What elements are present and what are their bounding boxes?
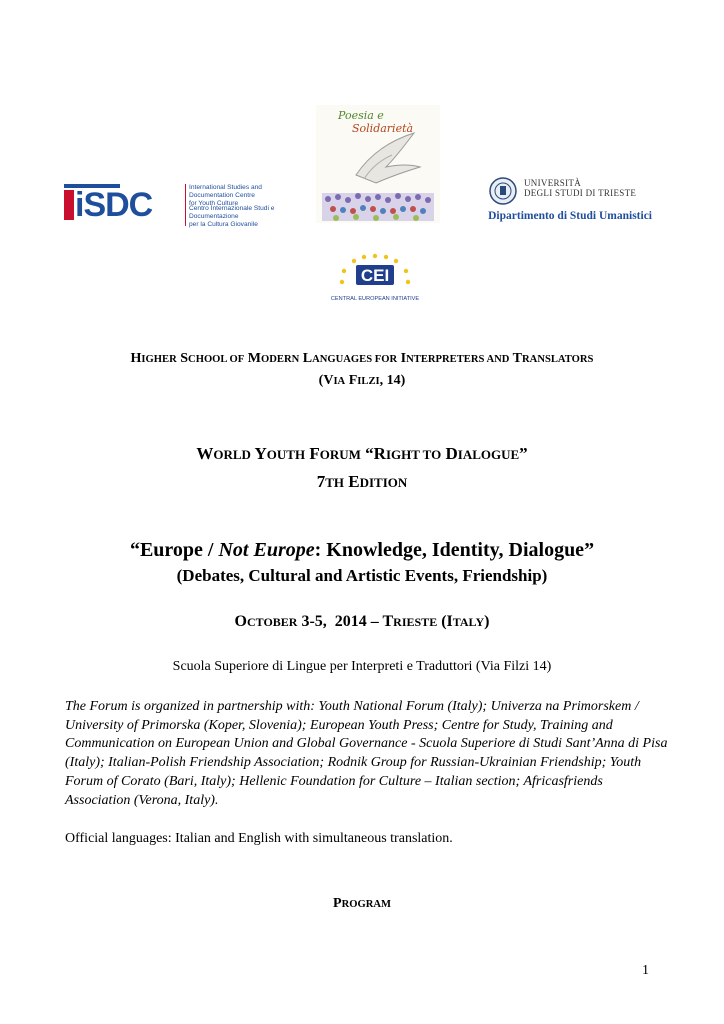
sc-rest: RANSLATORS <box>522 354 594 365</box>
university-seal-icon <box>488 176 518 206</box>
sc-rest: ORLD <box>213 447 251 462</box>
isdc-line4: per la Cultura Giovanile <box>189 221 258 228</box>
event-title <box>0 539 724 562</box>
sc-rest: ILZI <box>357 376 380 387</box>
sc-cap: 7 <box>316 472 326 491</box>
sc-rest: IGHT TO <box>385 447 442 462</box>
sc-cap: ) <box>484 613 490 630</box>
program-heading <box>0 896 724 912</box>
isdc-logo-mark: iSDC <box>75 186 153 224</box>
title-part: : Knowledge, Identity, Dialogue” <box>314 539 595 561</box>
sc-cap: “R <box>365 444 386 463</box>
sc-cap: ( <box>437 613 447 630</box>
sc-cap: T <box>382 613 394 630</box>
cei-caption: CENTRAL EUROPEAN INITIATIVE <box>330 296 420 302</box>
venue: Scuola Superiore di Lingue per Interpreti e Traduttori (Via Filzi 14) <box>172 659 552 674</box>
official-languages: Official languages: Italian and English with simultaneous translation. <box>65 831 453 846</box>
title-part: “Europe / <box>129 539 219 561</box>
sc-cap: W <box>196 444 214 463</box>
sc-rest: CTOBER <box>246 615 298 629</box>
sc-cap: F <box>348 373 358 388</box>
sc-cap: D <box>445 444 458 463</box>
sc-rest: TH <box>325 475 344 490</box>
school-address <box>0 373 724 389</box>
sc-rest: ORUM <box>319 447 361 462</box>
sc-cap: Y <box>254 444 267 463</box>
forum-edition <box>0 472 724 492</box>
university-name <box>524 178 636 198</box>
sc-cap: T <box>512 351 523 366</box>
isdc-line2: for Youth Culture <box>189 200 239 207</box>
forum-heading <box>0 444 724 464</box>
sc-rest: IALOGUE <box>457 447 520 462</box>
university-trieste-logo <box>486 176 652 226</box>
sc-cap: H <box>130 351 142 366</box>
sc-cap: F <box>309 444 320 463</box>
sc-cap: O <box>234 613 247 630</box>
sc-rest: CHOOL OF <box>188 354 245 365</box>
university-name-line2: DEGLI STUDI DI TRIESTE <box>524 188 637 198</box>
sc-rest: ANGUAGES FOR <box>312 354 398 365</box>
sc-rest: IGHER <box>141 354 177 365</box>
sc-rest: DITION <box>359 475 408 490</box>
isdc-logo-divider <box>185 184 186 226</box>
sc-cap: P <box>333 896 342 911</box>
page-number: 1 <box>642 963 649 978</box>
cei-logo <box>330 253 420 307</box>
event-subtitle: (Debates, Cultural and Artistic Events, Friendship) <box>176 566 548 585</box>
cei-mark: CEI <box>360 266 390 285</box>
isdc-logo-italian <box>189 205 294 229</box>
title-italic: Not Europe <box>218 539 315 561</box>
sc-rest: ROGRAM <box>341 899 391 910</box>
dates-days: 3-5, 2014 – <box>297 613 383 630</box>
cei-stars-emblem <box>330 253 420 307</box>
sc-rest: IA <box>333 376 346 387</box>
sc-cap: I <box>446 613 453 630</box>
sc-cap: L <box>302 351 313 366</box>
department-name: Dipartimento di Studi Umanistici <box>488 210 652 222</box>
sc-cap: ” <box>519 444 528 463</box>
university-name-line1: UNIVERSITÀ <box>524 178 581 188</box>
isdc-line1: International Studies and Documentation Centre <box>189 184 262 199</box>
sc-rest: TALY <box>452 615 485 629</box>
school-heading <box>0 351 724 367</box>
partners-paragraph: The Forum is organized in partnership with: Youth National Forum (Italy); Univerza na Primorskem / University of Primorska (Koper, Slovenia); European Youth Press; Centre for Study, Training and Communication on European Union and Global Governance - Scuola Superiore di Studi Sant’Anna di Pisa (Italy); Italian-Polish Friendship Association; Rodnik Group for Russian-Ukrainian Friendship; Youth Forum of Corato (Bari, Italy); Hellenic Foundation for Culture – Italian section; Africasfriends Association (Verona, Italy). <box>65 699 668 808</box>
sc-rest: ODERN <box>260 354 300 365</box>
isdc-logo-red-mark <box>64 190 74 220</box>
sc-cap: E <box>348 472 360 491</box>
poesia-word1: Poesia e <box>338 109 384 122</box>
poesia-word2: Solidarietà <box>352 122 414 135</box>
isdc-logo <box>64 184 294 226</box>
sc-cap: (V <box>318 373 334 388</box>
sc-rest: OUTH <box>266 447 306 462</box>
poesia-solidarieta-logo <box>316 105 440 223</box>
isdc-line3: Centro Internazionale Studi e Documentazione <box>189 205 275 220</box>
sc-cap: S <box>180 351 189 366</box>
sc-rest: NTERPRETERS AND <box>406 354 510 365</box>
event-dates <box>0 613 724 631</box>
sc-cap: I <box>400 351 407 366</box>
sc-rest: RIESTE <box>393 615 438 629</box>
sc-cap: M <box>247 351 261 366</box>
sc-cap: , 14) <box>379 373 406 388</box>
